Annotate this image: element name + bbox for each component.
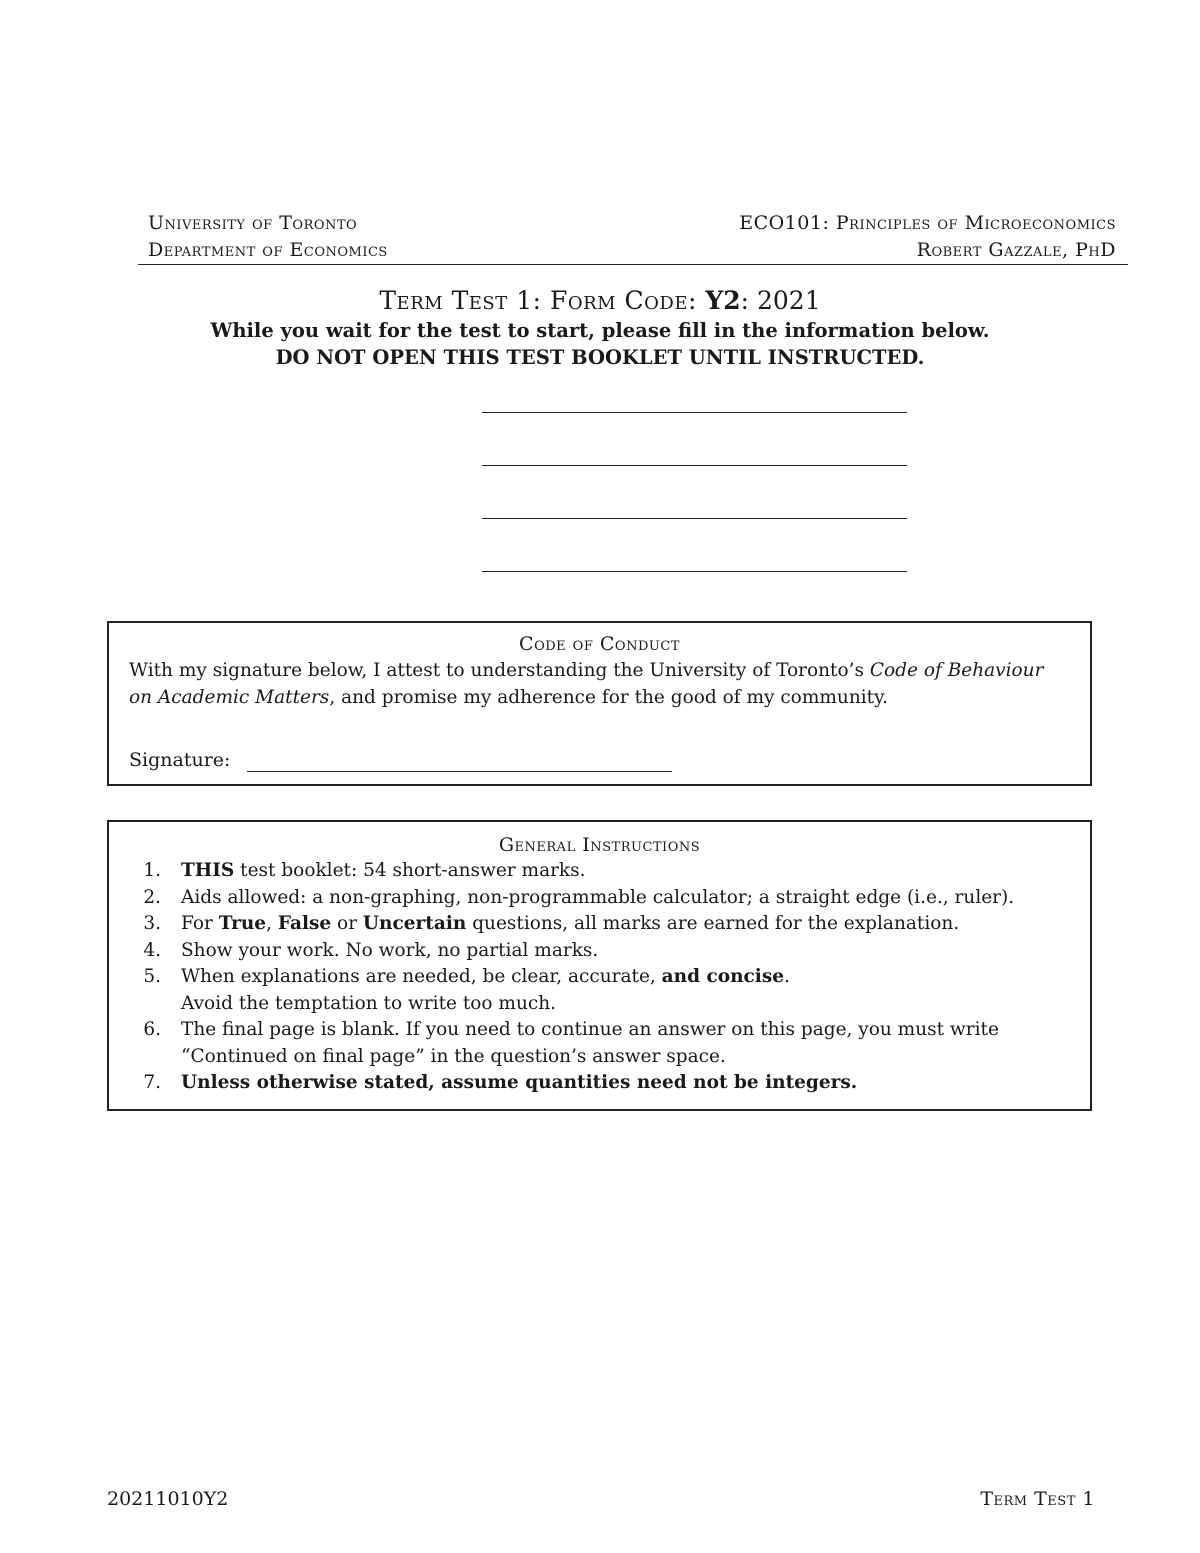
item-bold: Uncertain [362, 913, 467, 934]
footer-page-title: Term Test 1 [980, 1488, 1095, 1510]
item-bold: and concise [661, 966, 785, 987]
university-name: University of Toronto [148, 212, 358, 234]
item-text: The final page is blank. If you need to continue an answer on this page, you must write [181, 1019, 999, 1040]
item-number: 1. [143, 860, 161, 881]
header-divider [138, 264, 1128, 265]
list-item [139, 1017, 1070, 1070]
item-text: Avoid the temptation to write too much. [181, 992, 557, 1014]
code-of-conduct-box [107, 621, 1092, 786]
conduct-statement [129, 657, 1072, 711]
signature-input-line[interactable] [247, 771, 672, 772]
list-item [139, 1070, 1070, 1097]
instructor-name: Robert Gazzale, PhD [916, 239, 1116, 261]
list-item [139, 938, 1070, 965]
page-header [148, 210, 1116, 264]
footer-form-id: 20211010Y2 [107, 1488, 229, 1510]
conduct-title: Code of Conduct [519, 633, 680, 655]
general-instructions-box [107, 820, 1092, 1111]
item-number: 7. [143, 1072, 161, 1093]
course-title: ECO101: Principles of Microeconomics [739, 212, 1116, 234]
item-text: Aids allowed: a non-graphing, non-programmable calculator; a straight edge (i.e., ruler). [181, 886, 1015, 908]
signature-field[interactable] [129, 749, 230, 771]
conduct-text-before: With my signature below, I attest to understanding the University of Toronto’s [129, 660, 870, 681]
department-name: Department of Economics [148, 239, 388, 261]
item-number: 2. [143, 886, 161, 908]
item-number: 3. [143, 913, 161, 934]
form-code: Y2 [705, 286, 741, 315]
item-bold: Unless otherwise stated, assume quantities need not be integers. [181, 1072, 858, 1093]
conduct-text-after: , and promise my adherence for the good of my community. [329, 687, 888, 708]
item-text: “Continued on final page” in the question’s answer space. [181, 1045, 726, 1067]
list-item [139, 911, 1070, 938]
subtitle-warning: DO NOT OPEN THIS TEST BOOKLET UNTIL INSTRUCTED. [275, 346, 925, 369]
item-bold: True [218, 913, 267, 934]
list-item [139, 964, 1070, 1017]
item-text: questions, all marks are earned for the explanation. [466, 913, 960, 934]
item-number: 5. [143, 966, 161, 987]
instructions-list [139, 858, 1070, 1097]
list-item [139, 858, 1070, 885]
page-title [0, 286, 1200, 315]
uoft-email-input-line[interactable] [482, 571, 907, 572]
student-number-input-line[interactable] [482, 518, 907, 519]
item-bold: False [277, 913, 332, 934]
item-text: Show your work. No work, no partial marks. [181, 939, 599, 961]
item-text: For [181, 913, 219, 934]
item-text: or [331, 913, 363, 934]
instructions-title: General Instructions [498, 834, 701, 856]
item-text: . [784, 966, 790, 987]
subtitle-wait: While you wait for the test to start, please fill in the information below. [210, 319, 990, 342]
item-number: 6. [143, 1019, 161, 1040]
item-text: , [266, 913, 278, 934]
item-text: test booklet: 54 short-answer marks. [234, 860, 586, 881]
item-number: 4. [143, 939, 161, 961]
signature-label: Signature: [129, 749, 231, 771]
given-name-input-line[interactable] [482, 465, 907, 466]
title-suffix: : 2021 [740, 286, 821, 315]
family-name-input-line[interactable] [482, 412, 907, 413]
title-prefix: Term Test 1: Form Code: [379, 286, 706, 315]
item-bold: THIS [181, 860, 235, 881]
conduct-text-italic: Code of Behaviour on Academic Matters [129, 660, 1044, 708]
list-item [139, 885, 1070, 912]
item-text: When explanations are needed, be clear, accurate, [181, 966, 662, 987]
